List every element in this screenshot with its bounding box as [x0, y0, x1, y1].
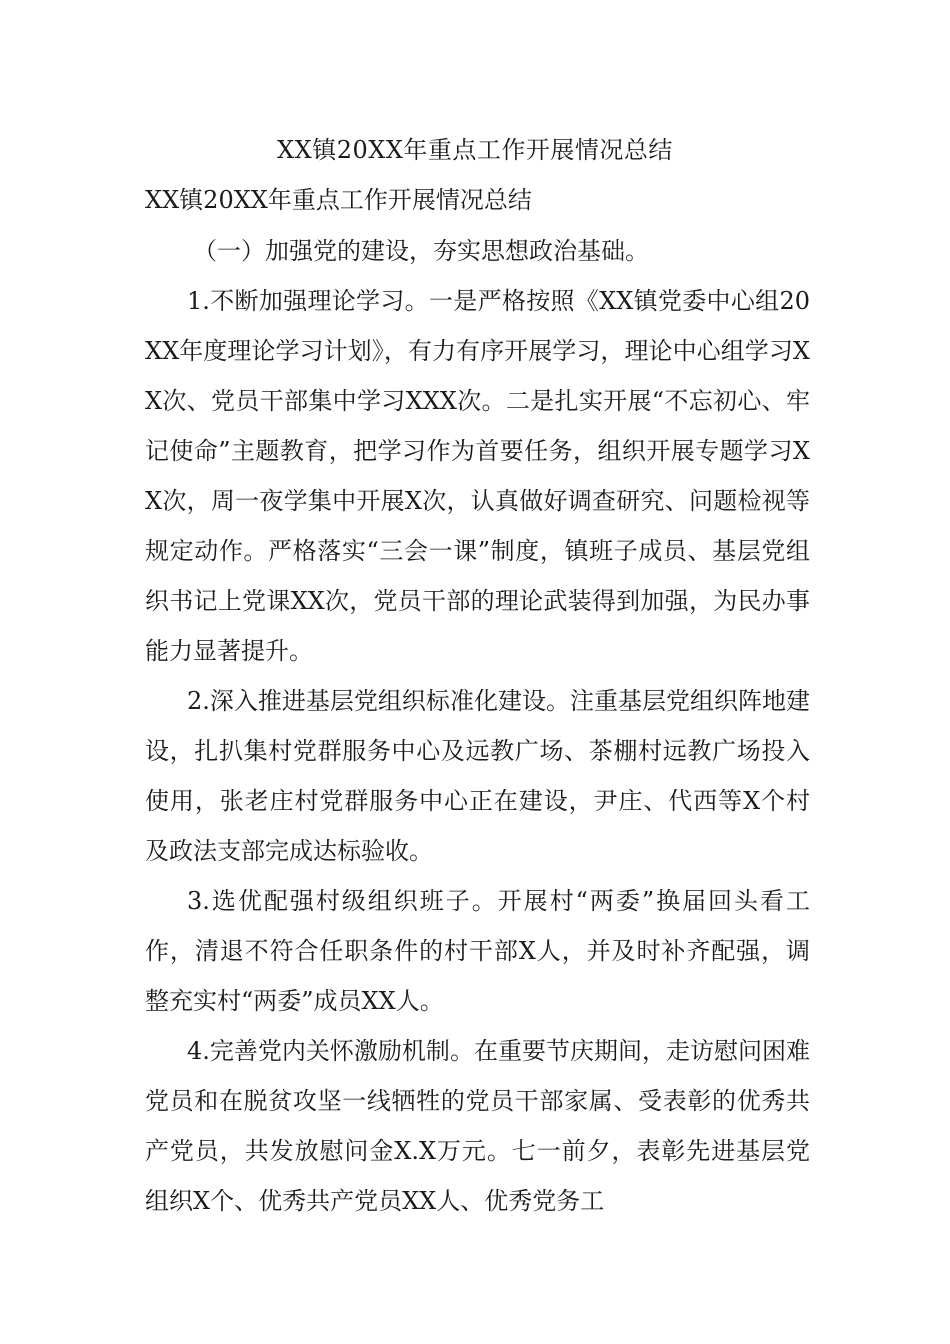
paragraph-village-teams: 3.选优配强村级组织班子。开展村“两委”换届回头看工作，清退不符合任职条件的村干部X人，并及时补齐配强，调整充实村“两委”成员XX人。 — [145, 887, 810, 1015]
section-heading: （一）加强党的建设，夯实思想政治基础。 — [193, 237, 649, 265]
document-subtitle: XX镇20XX年重点工作开展情况总结 — [145, 186, 532, 214]
paragraph-theory-study: 1.不断加强理论学习。一是严格按照《XX镇党委中心组20XX年度理论学习计划》，有力有序开展学习，理论中心组学习XX次、党员干部集中学习XXX次。二是扎实开展“不忘初心、牢记使命”主题教育，把学习作为首要任务，组织开展专题学习XX次，周一夜学集中开展X次，认真做好调查研究、问题检视等规定动作。严格落实“三会一课”制度，镇班子成员、基层党组织书记上党课XX次，党员干部的理论武装得到加强，为民办事能力显著提升。 — [145, 287, 810, 665]
document-title: XX镇20XX年重点工作开展情况总结 — [277, 136, 673, 164]
paragraph-standardization: 2.深入推进基层党组织标准化建设。注重基层党组织阵地建设，扎扒集村党群服务中心及远教广场、茶棚村远教广场投入使用，张老庄村党群服务中心正在建设，尹庄、代西等X个村及政法支部完成达标验收。 — [145, 687, 810, 865]
document-body — [145, 226, 810, 1226]
paragraph-care-incentives: 4.完善党内关怀激励机制。在重要节庆期间，走访慰问困难党员和在脱贫攻坚一线牺牲的党员干部家属、受表彰的优秀共产党员，共发放慰问金X.X万元。七一前夕，表彰先进基层党组织X个、优秀共产党员XX人、优秀党务工 — [145, 1037, 810, 1215]
